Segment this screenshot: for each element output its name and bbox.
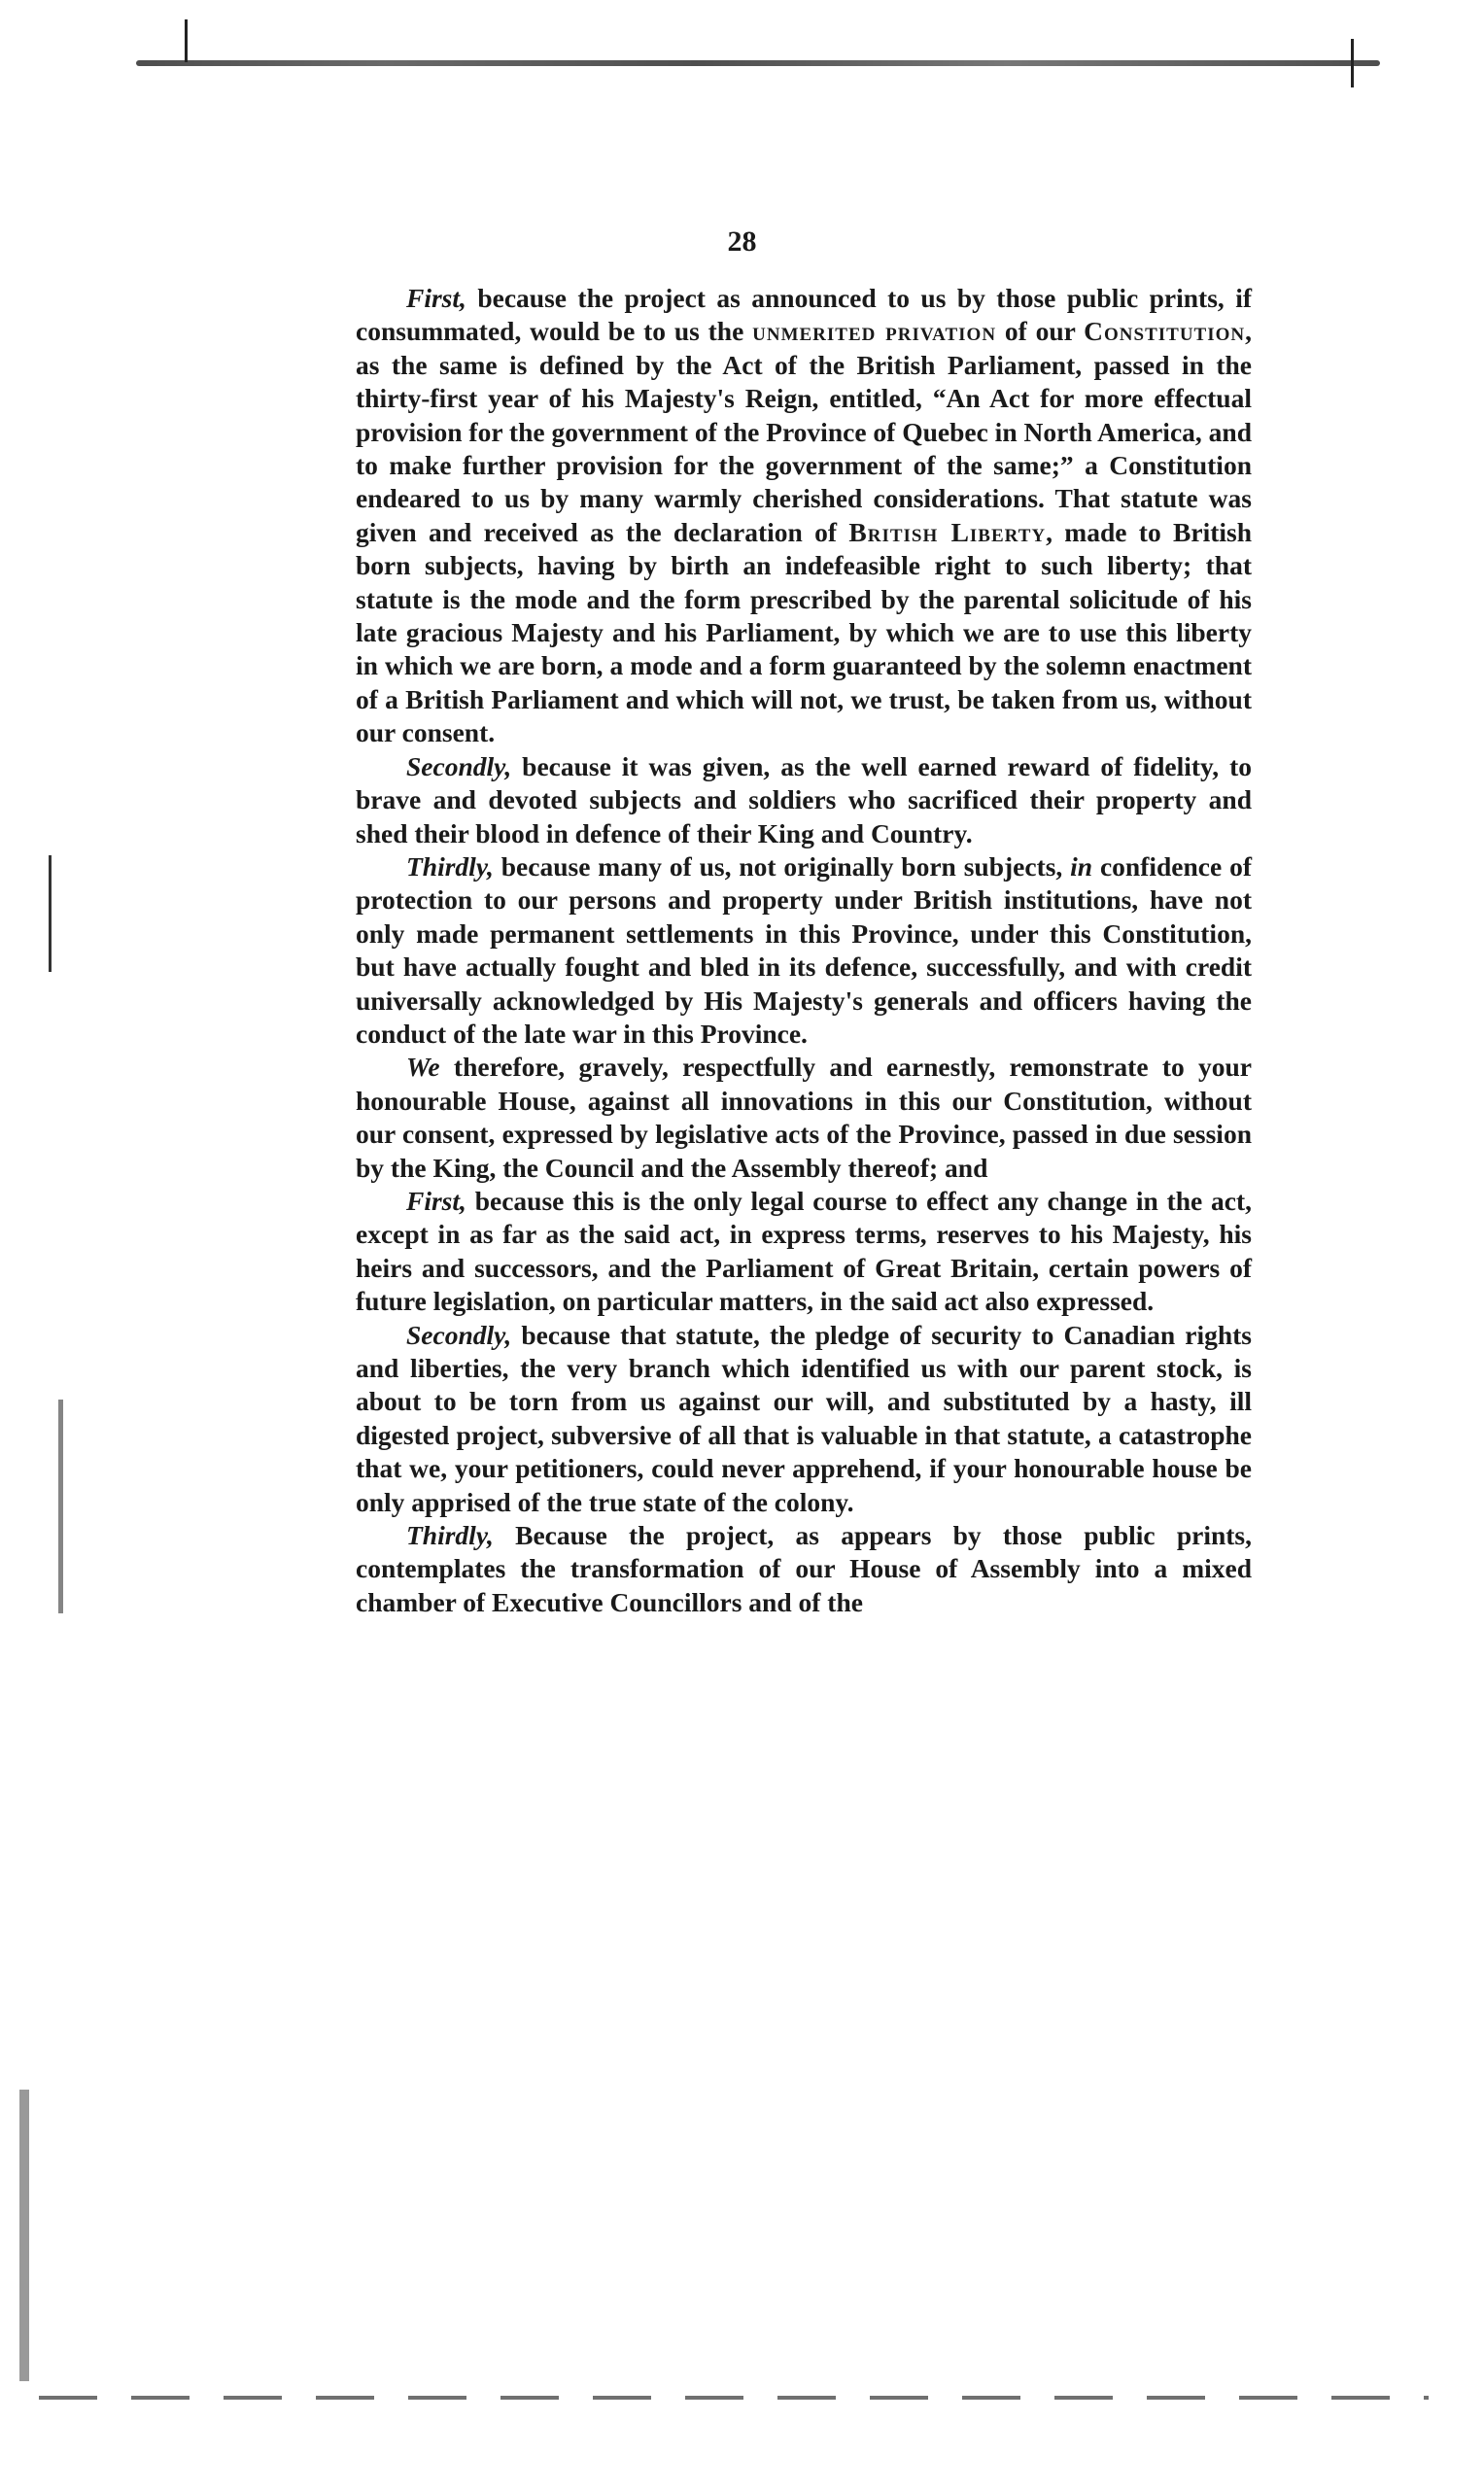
text-segment: Constitution [1084,316,1246,347]
scan-bottom-rule [39,2396,1429,2400]
paragraph-lead: We [406,1052,440,1083]
paragraph [356,1319,1252,1519]
paragraph-lead: First, [406,1185,466,1216]
text-segment: in [1070,850,1093,882]
text-segment: because this is the only legal course to effect any change in the act, except in as far as the said act, in express terms, reserves to his Majesty, his heirs and successors, and the Parliament of Great Britain, certain powers of future legislation, on particular matters, in the said act also expressed. [356,1185,1252,1317]
text-segment: because many of us, not originally born subjects, [500,850,1071,882]
scan-mark [1351,39,1354,87]
paragraph [356,1051,1252,1185]
scan-edge-mark [49,855,52,972]
text-segment: Because the project, as appears by those public prints, contemplates the transformation of our House of Assembly into a mixed chamber of Executive Councillors and of the [356,1520,1252,1617]
scan-mark [185,19,188,62]
paragraph-lead: Secondly, [406,750,512,781]
text-column [356,282,1252,1619]
text-segment: therefore, gravely, respectfully and earnestly, remonstrate to your honourable House, against all innovations in this our Constitution, without our consent, expressed by legislative acts of the Province, passed in due session by the King, the Council and the Assembly thereof; and [356,1052,1252,1183]
paragraph-lead: Thirdly, [406,850,494,882]
paragraph [356,850,1252,1051]
paragraph [356,750,1252,850]
scan-top-rule [136,60,1380,66]
paragraph [356,282,1252,750]
text-segment: because it was given, as the well earned reward of fidelity, to brave and devoted subjects and soldiers who sacrificed their property and shed their blood in defence of their King and Country. [356,750,1252,848]
page-number: 28 [727,225,757,258]
text-segment: , made to British born subjects, having by birth an indefeasible right to such liberty; that statute is the mode and the form prescribed by the parental solicitude of his late gracious Majesty and his Parliament, by which we are to use this liberty in which we are born, a mode and a form guaranteed by the solemn enactment of a British Parliament and which will not, we trust, be taken from us, without our consent. [356,516,1252,748]
text-segment: unmerited privation [752,316,997,347]
paragraph-lead: Secondly, [406,1319,512,1350]
text-segment: because that statute, the pledge of security to Canadian rights and liberties, the very branch which identified us with our parent stock, is about to be torn from us against our will, and substituted by a hasty, ill digested project, subversive of all that is valuable in that statute, a catastrophe that we, your petitioners, could never apprehend, if your honourable house be only apprised of the true state of the colony. [356,1319,1252,1517]
text-segment: confidence of protection to our persons and property under British institutions, have not only made permanent settlements in this Province, under this Constitution, but have actually fought and bled in its defence, successfully, and with credit universally acknowledged by His Majesty's generals and officers having the conduct of the late war in this Province. [356,850,1252,1049]
text-segment: of our [996,316,1085,347]
text-segment: British Liberty [848,516,1047,547]
scan-edge-mark [58,1400,63,1613]
paragraph [356,1185,1252,1319]
paragraph [356,1519,1252,1619]
text-segment: , as the same is defined by the Act of the British Parliament, passed in the thirty-first year of his Majesty's Reign, entitled, “An Act for more effectual provision for the government of the Province of Quebec in North America, and to make further provision for the government of the same;” a Constitution endeared to us by many warmly cherished considerations. That statute was given and received as the declaration of [356,316,1252,547]
paragraph-lead: Thirdly, [406,1520,494,1551]
paragraph-lead: First, [406,283,466,313]
text-segment: because the project as announced to us by those public prints, if consummated, would be to us the [356,283,1252,347]
scan-edge-mark [19,2090,29,2381]
